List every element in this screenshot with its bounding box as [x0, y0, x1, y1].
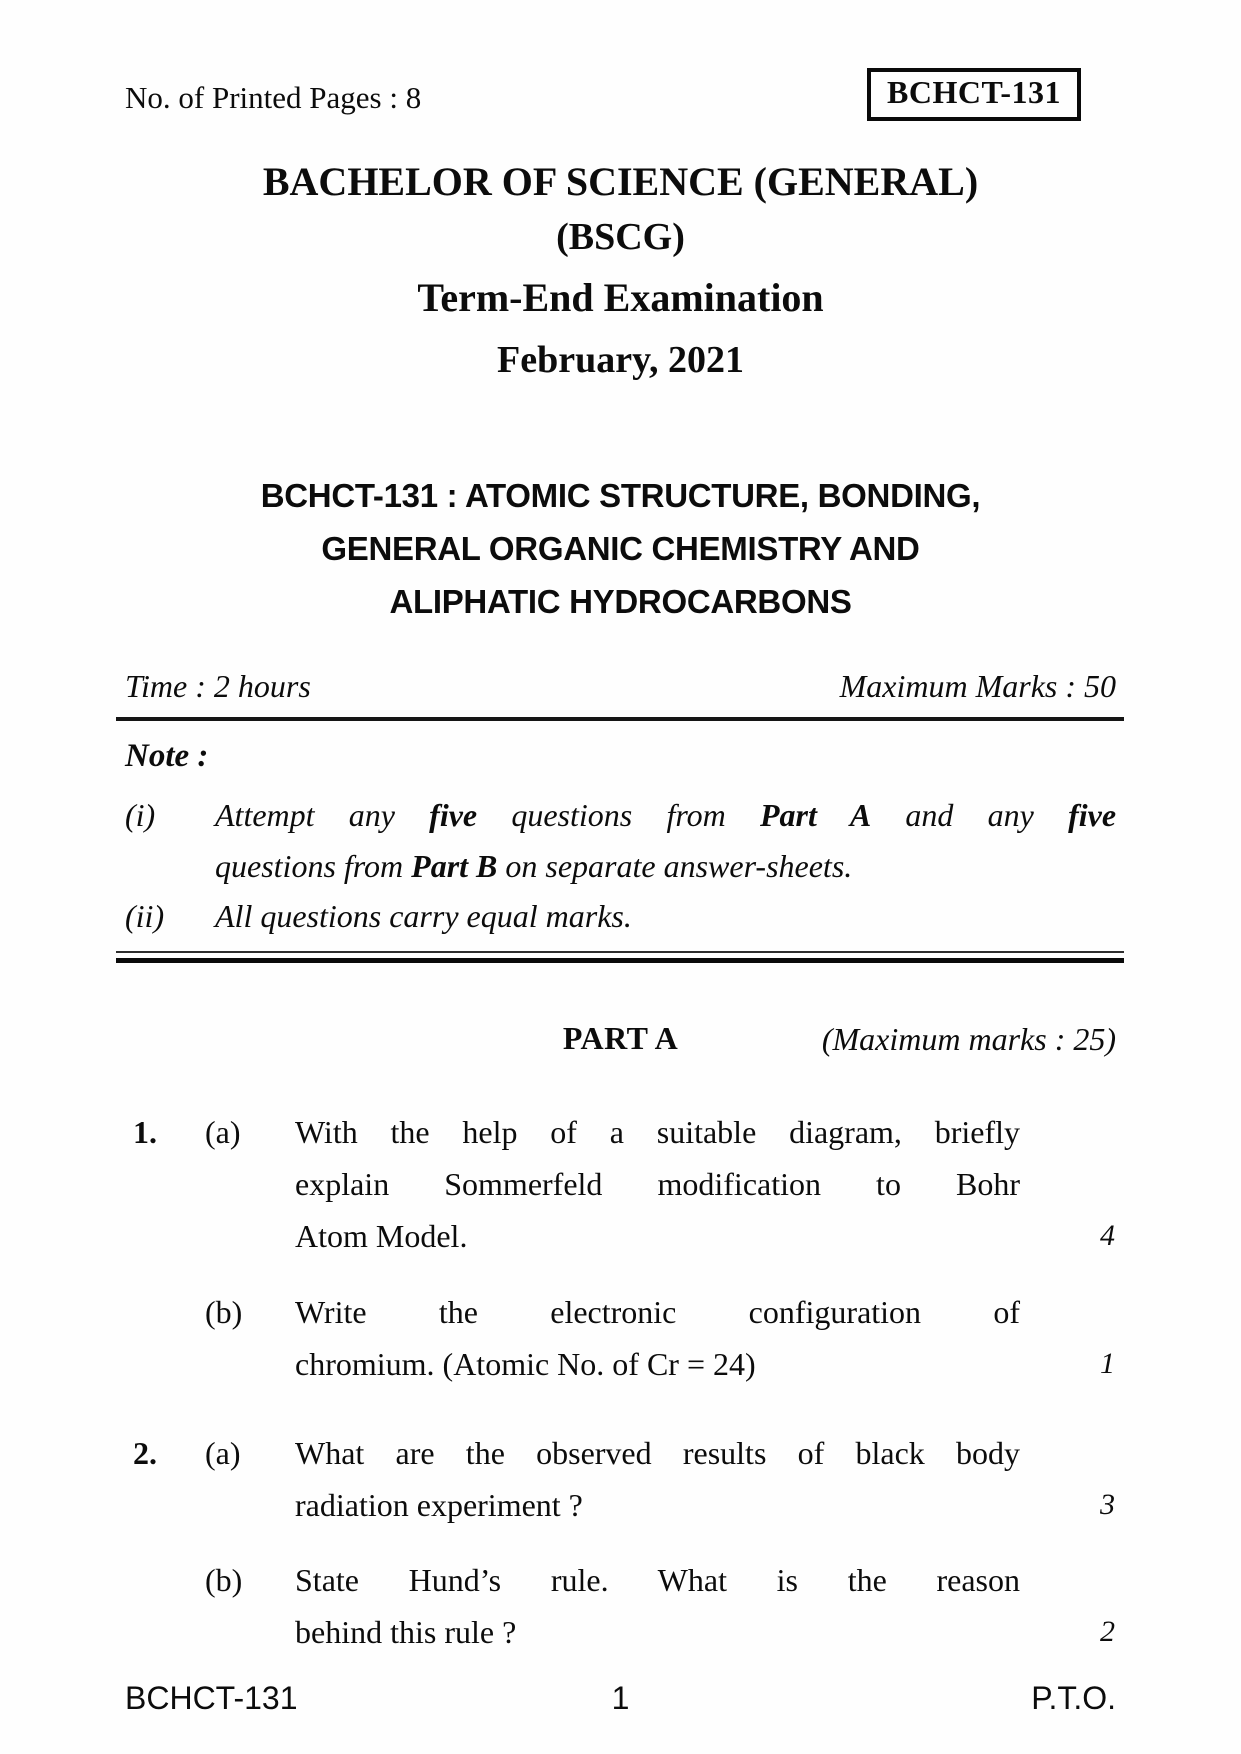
course-title-line1: BCHCT-131 : ATOMIC STRUCTURE, BONDING,: [260, 477, 981, 514]
note-item-ii-number: (ii): [125, 898, 165, 934]
footer-course-code: BCHCT-131: [125, 1680, 298, 1716]
question-1b-line2: chromium. (Atomic No. of Cr = 24): [295, 1346, 756, 1382]
question-1-part-b: [125, 1286, 1116, 1390]
note-item-i-line2: questions from Part B on separate answer-sheets.: [215, 848, 853, 884]
question-2-number: 2.: [133, 1435, 157, 1471]
question-2b-line2: behind this rule ?: [295, 1614, 517, 1650]
question-2b-letter: (b): [205, 1562, 243, 1598]
question-2a-marks: 3: [1100, 1488, 1115, 1521]
part-a-title: PART A: [562, 1020, 679, 1056]
exam-session: February, 2021: [497, 339, 744, 381]
exam-title: Term-End Examination: [417, 275, 824, 320]
note-item-i-number: (i): [125, 797, 156, 833]
question-2-part-b: [125, 1554, 1116, 1658]
part-a-heading: [125, 1020, 1116, 1062]
note-item-i-line1: Attempt any five questions from Part A and any five: [215, 797, 1117, 833]
program-title: BACHELOR OF SCIENCE (GENERAL): [262, 159, 979, 204]
question-1-part-a: [125, 1106, 1116, 1262]
question-1a-marks: 4: [1100, 1219, 1115, 1252]
note-item-ii-text: All questions carry equal marks.: [215, 898, 632, 934]
part-a-max-marks: (Maximum marks : 25): [821, 1021, 1116, 1057]
course-title-line2: GENERAL ORGANIC CHEMISTRY AND: [321, 530, 920, 567]
maximum-marks: Maximum Marks : 50: [839, 668, 1116, 704]
note-item-ii: [125, 891, 1116, 942]
course-title-line3: ALIPHATIC HYDROCARBONS: [389, 583, 852, 620]
divider-double-thin: [116, 951, 1124, 953]
footer-page-number: 1: [611, 1680, 630, 1716]
question-1-number: 1.: [133, 1114, 157, 1150]
footer-pto: P.T.O.: [1031, 1680, 1116, 1716]
meta-row: [125, 668, 1116, 705]
question-2b-marks: 2: [1100, 1615, 1115, 1648]
question-1a-line3: Atom Model.: [295, 1218, 468, 1254]
note-item-i: [125, 790, 1116, 892]
question-2-part-a: [125, 1427, 1116, 1531]
question-2b-line1: State Hund’s rule. What is the reason: [295, 1562, 1020, 1598]
question-1b-line1: Write the electronic configuration of: [295, 1294, 1020, 1330]
course-code-box: BCHCT-131: [867, 68, 1081, 121]
program-abbreviation: (BSCG): [556, 216, 685, 258]
divider-single: [116, 717, 1124, 721]
printed-pages-label: No. of Printed Pages : 8: [125, 80, 422, 115]
question-2a-line2: radiation experiment ?: [295, 1487, 583, 1523]
question-2a-letter: (a): [205, 1435, 241, 1471]
time-allowed: Time : 2 hours: [125, 668, 311, 704]
note-label: Note :: [125, 738, 209, 774]
question-1b-letter: (b): [205, 1294, 243, 1330]
divider-double-thick: [116, 958, 1124, 963]
question-1a-line2: explain Sommerfeld modification to Bohr: [295, 1166, 1020, 1202]
question-1a-letter: (a): [205, 1114, 241, 1150]
question-2a-line1: What are the observed results of black body: [295, 1435, 1020, 1471]
question-1b-marks: 1: [1100, 1347, 1115, 1380]
question-1a-line1: With the help of a suitable diagram, briefly: [295, 1114, 1020, 1150]
